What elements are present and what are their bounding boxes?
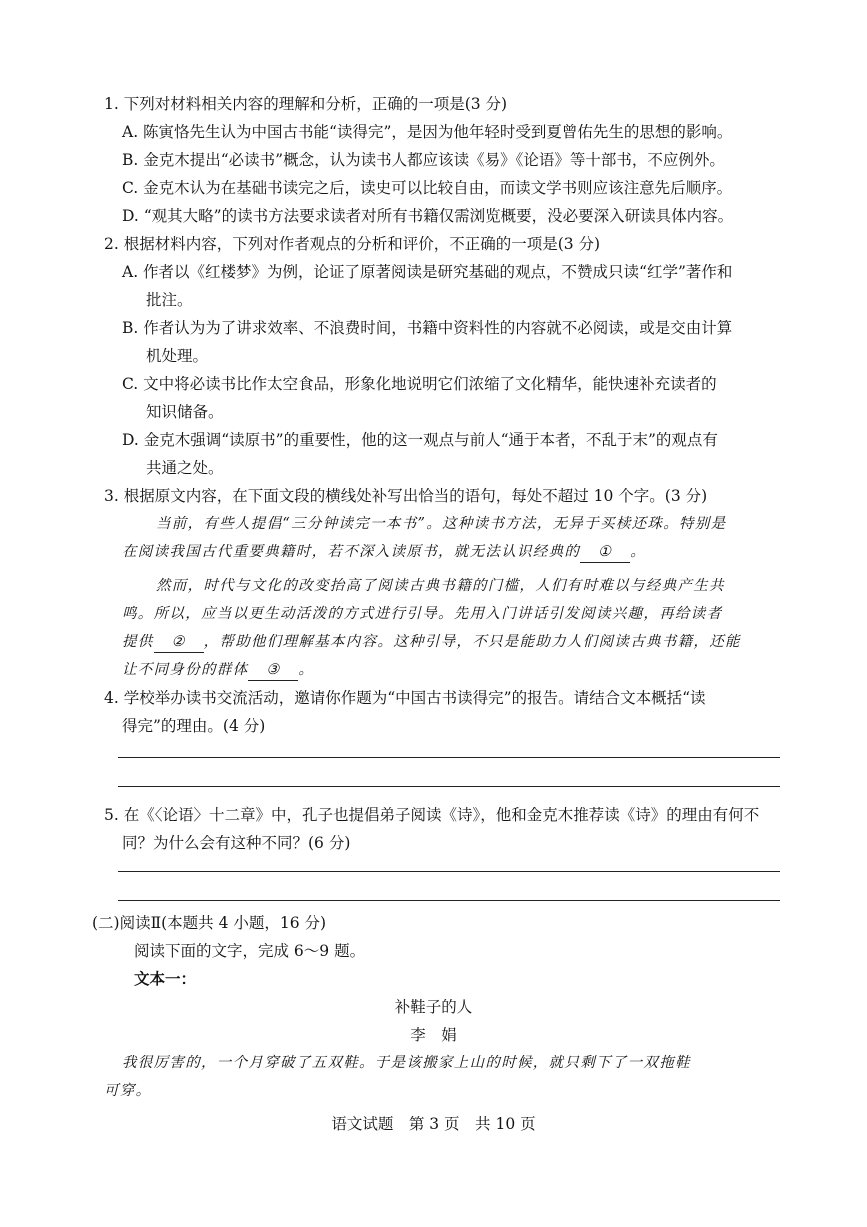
page-footer: 语文试题 第 3 页 共 10 页 [331,1115,536,1133]
q3-passage-text: 让不同身份的群体 [122,662,249,678]
answer-line[interactable] [118,786,780,787]
q3-passage-text: 。 [630,544,647,560]
q2-option-c-line2: 知识储备。 [146,403,224,421]
q1-option-d: D. “观其大略”的读书方法要求读者对所有书籍仅需浏览概要，没必要深入研读具体内容。 [122,207,734,225]
q2-option-a-line1: A. 作者以《红楼梦》为例，论证了原著阅读是研究基础的观点，不赞成只读“红学”著作和 [122,263,733,281]
article-title: 补鞋子的人 [394,998,473,1016]
q1-option-b: B. 金克木提出“必读书”概念，认为读书人都应该读《易》《论语》等十部书，不应例外。 [122,151,725,169]
q3-passage-text: ，帮助他们理解基本内容。这种引导，不只是能助力人们阅读古典书籍，还能 [203,634,741,650]
answer-blank-1[interactable]: ① [580,542,630,563]
article-author: 李 娟 [410,1026,457,1044]
answer-line[interactable] [118,871,780,872]
article-body-line1: 我很厉害的，一个月穿破了五双鞋。于是该搬家上山的时候，就只剩下了一双拖鞋 [122,1055,691,1071]
article-body-line2: 可穿。 [104,1083,152,1099]
q2-option-b-line2: 机处理。 [146,347,209,365]
q2-stem: 2. 根据材料内容，下列对作者观点的分析和评价，不正确的一项是(3 分) [104,235,601,253]
section-heading: (二)阅读Ⅱ(本题共 4 小题，16 分) [92,914,327,932]
answer-blank-2[interactable]: ② [154,632,204,653]
q4-stem-line1: 4. 学校举办读书交流活动，邀请你作题为“中国古书读得完”的报告。请结合文本概括“读 [104,689,706,707]
q3-stem: 3. 根据原文内容，在下面文段的横线处补写出恰当的语句，每处不超过 10 个字。(3 分) [104,487,708,505]
q3-passage-line4: 鸣。所以，应当以更生动活泼的方式进行引导。先用入门讲话引发阅读兴趣，再给读者 [122,606,723,622]
q3-passage-line1: 当前，有些人提倡“三分钟读完一本书”。这种读书方法，无异于买椟还珠。特别是 [156,516,727,532]
q1-option-a: A. 陈寅恪先生认为中国古书能“读得完”，是因为他年轻时受到夏曾佑先生的思想的影响。 [122,123,733,141]
q1-stem: 1. 下列对材料相关内容的理解和分析，正确的一项是(3 分) [104,95,508,113]
q5-stem-line2: 同？为什么会有这种不同？(6 分) [122,834,351,852]
q4-stem-line2: 得完”的理由。(4 分) [122,717,266,735]
q1-option-c: C. 金克木认为在基础书读完之后，读史可以比较自由，而读文学书则应该注意先后顺序。 [122,179,733,197]
q3-passage-line3: 然而，时代与文化的改变抬高了阅读古典书籍的门槛，人们有时难以与经典产生共 [156,578,725,594]
q2-option-a-line2: 批注。 [146,291,193,309]
q3-passage-text: 。 [298,662,315,678]
q3-passage-line2 [122,542,646,563]
q2-option-d-line1: D. 金克木强调“读原书”的重要性，他的这一观点与前人“通于本者，不乱于末”的观点有 [122,431,718,449]
q2-option-b-line1: B. 作者认为为了讲求效率、不浪费时间，书籍中资料性的内容就不必阅读，或是交由计算 [122,319,733,337]
q2-option-d-line2: 共通之处。 [146,459,224,477]
q3-passage-text: 在阅读我国古代重要典籍时，若不深入读原书，就无法认识经典的 [122,544,581,560]
q5-stem-line1: 5. 在《〈论语〉十二章》中，孔子也提倡弟子阅读《诗》，他和金克木推荐读《诗》的理由有何不 [104,806,760,824]
answer-line[interactable] [118,900,780,901]
section-instruction: 阅读下面的文字，完成 6～9 题。 [134,942,366,960]
q3-passage-line6 [122,660,314,681]
answer-line[interactable] [118,757,780,758]
answer-blank-3[interactable]: ③ [248,660,298,681]
q2-option-c-line1: C. 文中将必读书比作太空食品，形象化地说明它们浓缩了文化精华，能快速补充读者的 [122,375,717,393]
q3-passage-line5 [122,632,741,653]
q3-passage-text: 提供 [122,634,154,650]
text-label: 文本一： [134,969,197,988]
